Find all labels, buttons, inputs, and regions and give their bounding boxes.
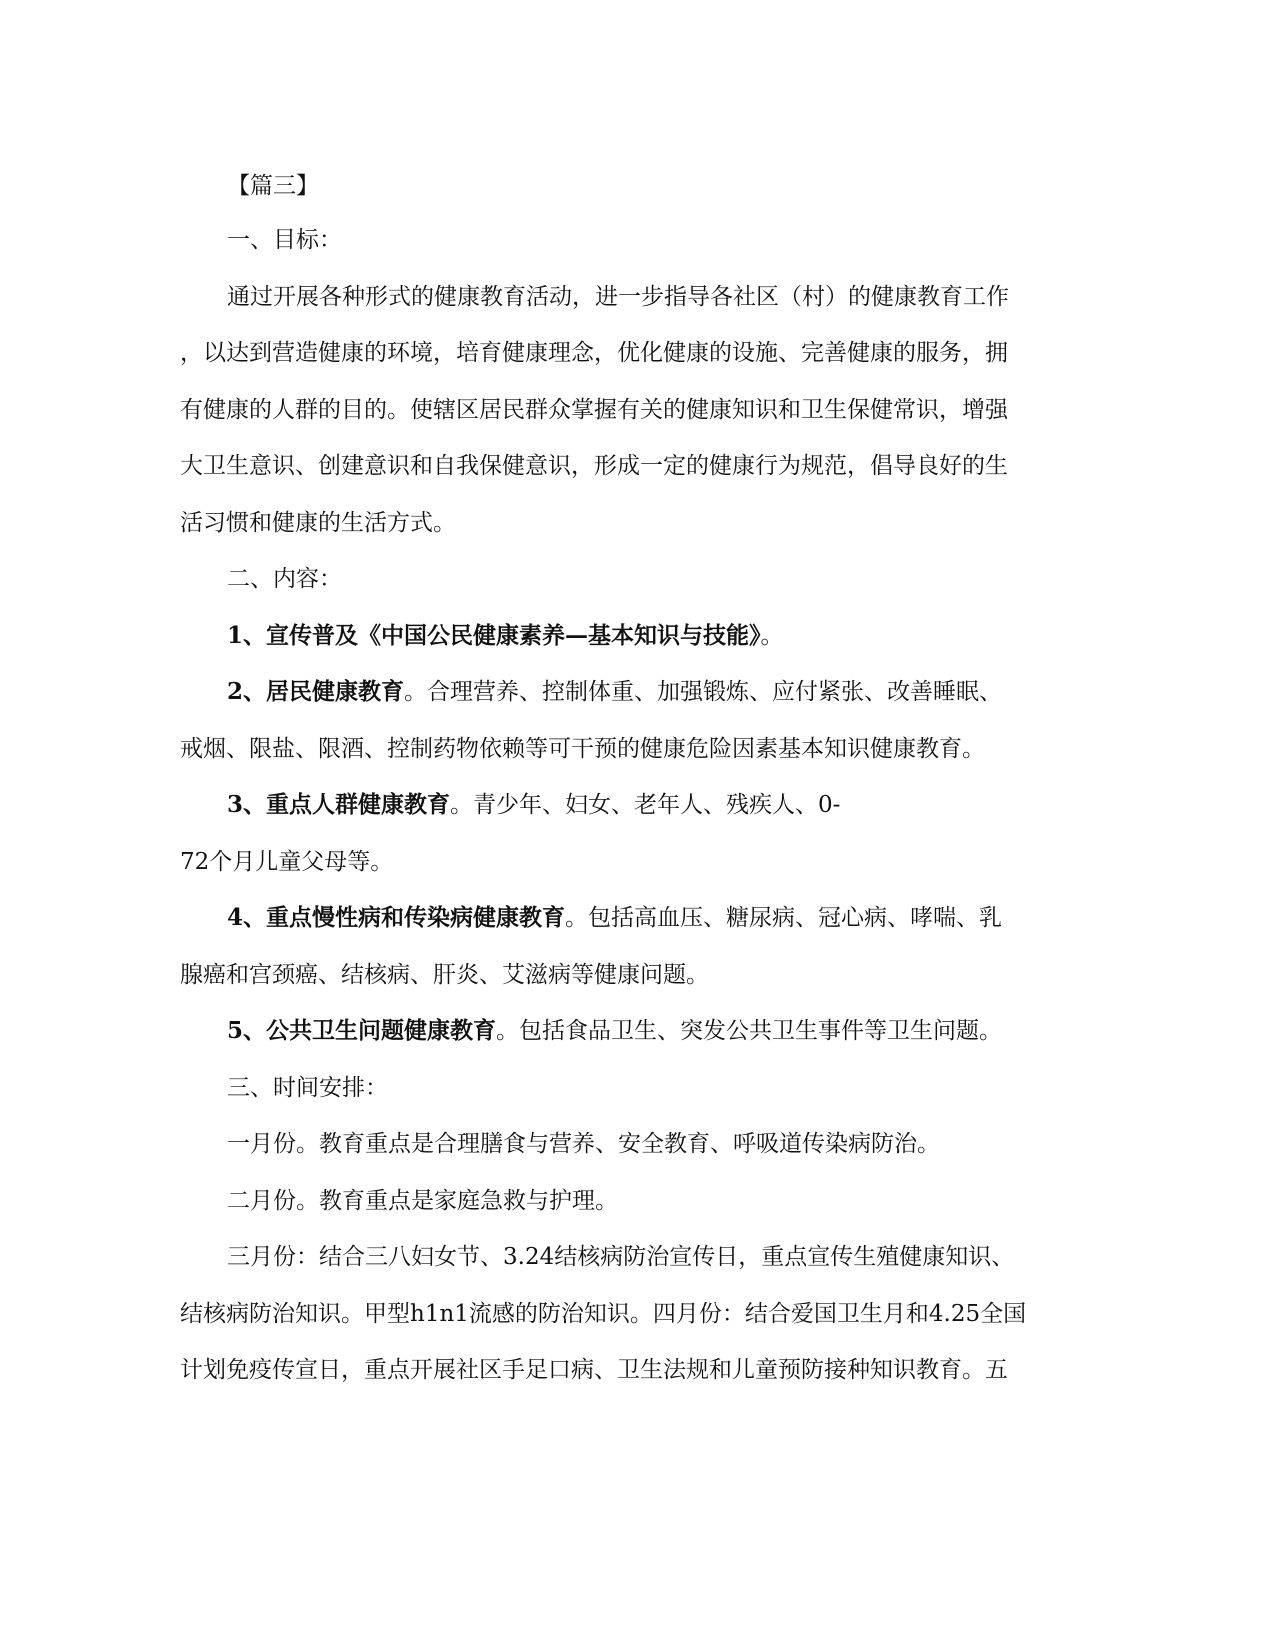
item-2-text-line2: 戒烟、限盐、限酒、控制药物依赖等可干预的健康危险因素基本知识健康教育。 — [180, 735, 985, 762]
heading-content: 二、内容： — [227, 566, 342, 592]
content-item-4 — [180, 890, 1040, 1003]
item-1-text: 。 — [760, 622, 784, 649]
schedule-line: 计划免疫传宣日，重点开展社区手足口病、卫生法规和儿童预防接种知识教育。五 — [180, 1357, 1008, 1383]
goal-line: 活习惯和健康的生活方式。 — [180, 509, 456, 536]
heading-goal: 一、目标： — [227, 227, 342, 253]
item-3-title: 3、重点人群健康教育 — [227, 791, 451, 818]
goal-line: 通过开展各种形式的健康教育活动，进一步指导各社区（村）的健康教育工作 — [227, 283, 1009, 310]
content-item-3 — [180, 777, 1040, 890]
goal-line: 有健康的人群的目的。使辖区居民群众掌握有关的健康知识和卫生保健常识，增强 — [180, 396, 1008, 423]
item-2-text: 。合理营养、控制体重、加强锻炼、应付紧张、改善睡眠、 — [404, 679, 1003, 705]
item-1-title: 1、宣传普及《中国公民健康素养—基本知识与技能》 — [227, 621, 761, 649]
item-5-title: 5、公共卫生问题健康教育 — [227, 1017, 497, 1044]
item-3-text: 。青少年、妇女、老年人、残疾人、0- — [450, 792, 841, 818]
content-item-2 — [180, 664, 1040, 777]
item-2-title: 2、居民健康教育 — [227, 678, 405, 705]
goal-paragraph — [180, 269, 1040, 552]
goal-line: 大卫生意识、创建意识和自我保健意识，形成一定的健康行为规范，倡导良好的生 — [180, 453, 1008, 479]
section-title: 【篇三】 — [227, 173, 319, 199]
heading-schedule: 三、时间安排： — [227, 1074, 388, 1101]
schedule-february: 二月份。教育重点是家庭急救与护理。 — [227, 1187, 618, 1214]
schedule-line: 三月份：结合三八妇女节、3.24结核病防治宣传日，重点宣传生殖健康知识、 — [227, 1244, 1015, 1270]
item-4-title: 4、重点慢性病和传染病健康教育 — [227, 904, 566, 931]
item-4-text-line2: 腺癌和宫颈癌、结核病、肝炎、艾滋病等健康问题。 — [180, 961, 709, 988]
schedule-january: 一月份。教育重点是合理膳食与营养、安全教育、呼吸道传染病防治。 — [227, 1131, 940, 1157]
goal-line: ，以达到营造健康的环境，培育健康理念，优化健康的设施、完善健康的服务，拥 — [180, 340, 1008, 366]
content-item-5 — [180, 1003, 1040, 1060]
schedule-march — [180, 1229, 1040, 1399]
item-3-text-line2: 72个月儿童父母等。 — [180, 848, 394, 875]
item-5-text: 。包括食品卫生、突发公共卫生事件等卫生问题。 — [496, 1018, 1003, 1044]
item-4-text: 。包括高血压、糖尿病、冠心病、哮喘、乳 — [565, 905, 1003, 931]
schedule-line: 结核病防治知识。甲型h1n1流感的防治知识。四月份：结合爱国卫生月和4.25全国 — [180, 1300, 1027, 1327]
content-item-1 — [180, 608, 1040, 665]
document-body — [180, 212, 1040, 1399]
